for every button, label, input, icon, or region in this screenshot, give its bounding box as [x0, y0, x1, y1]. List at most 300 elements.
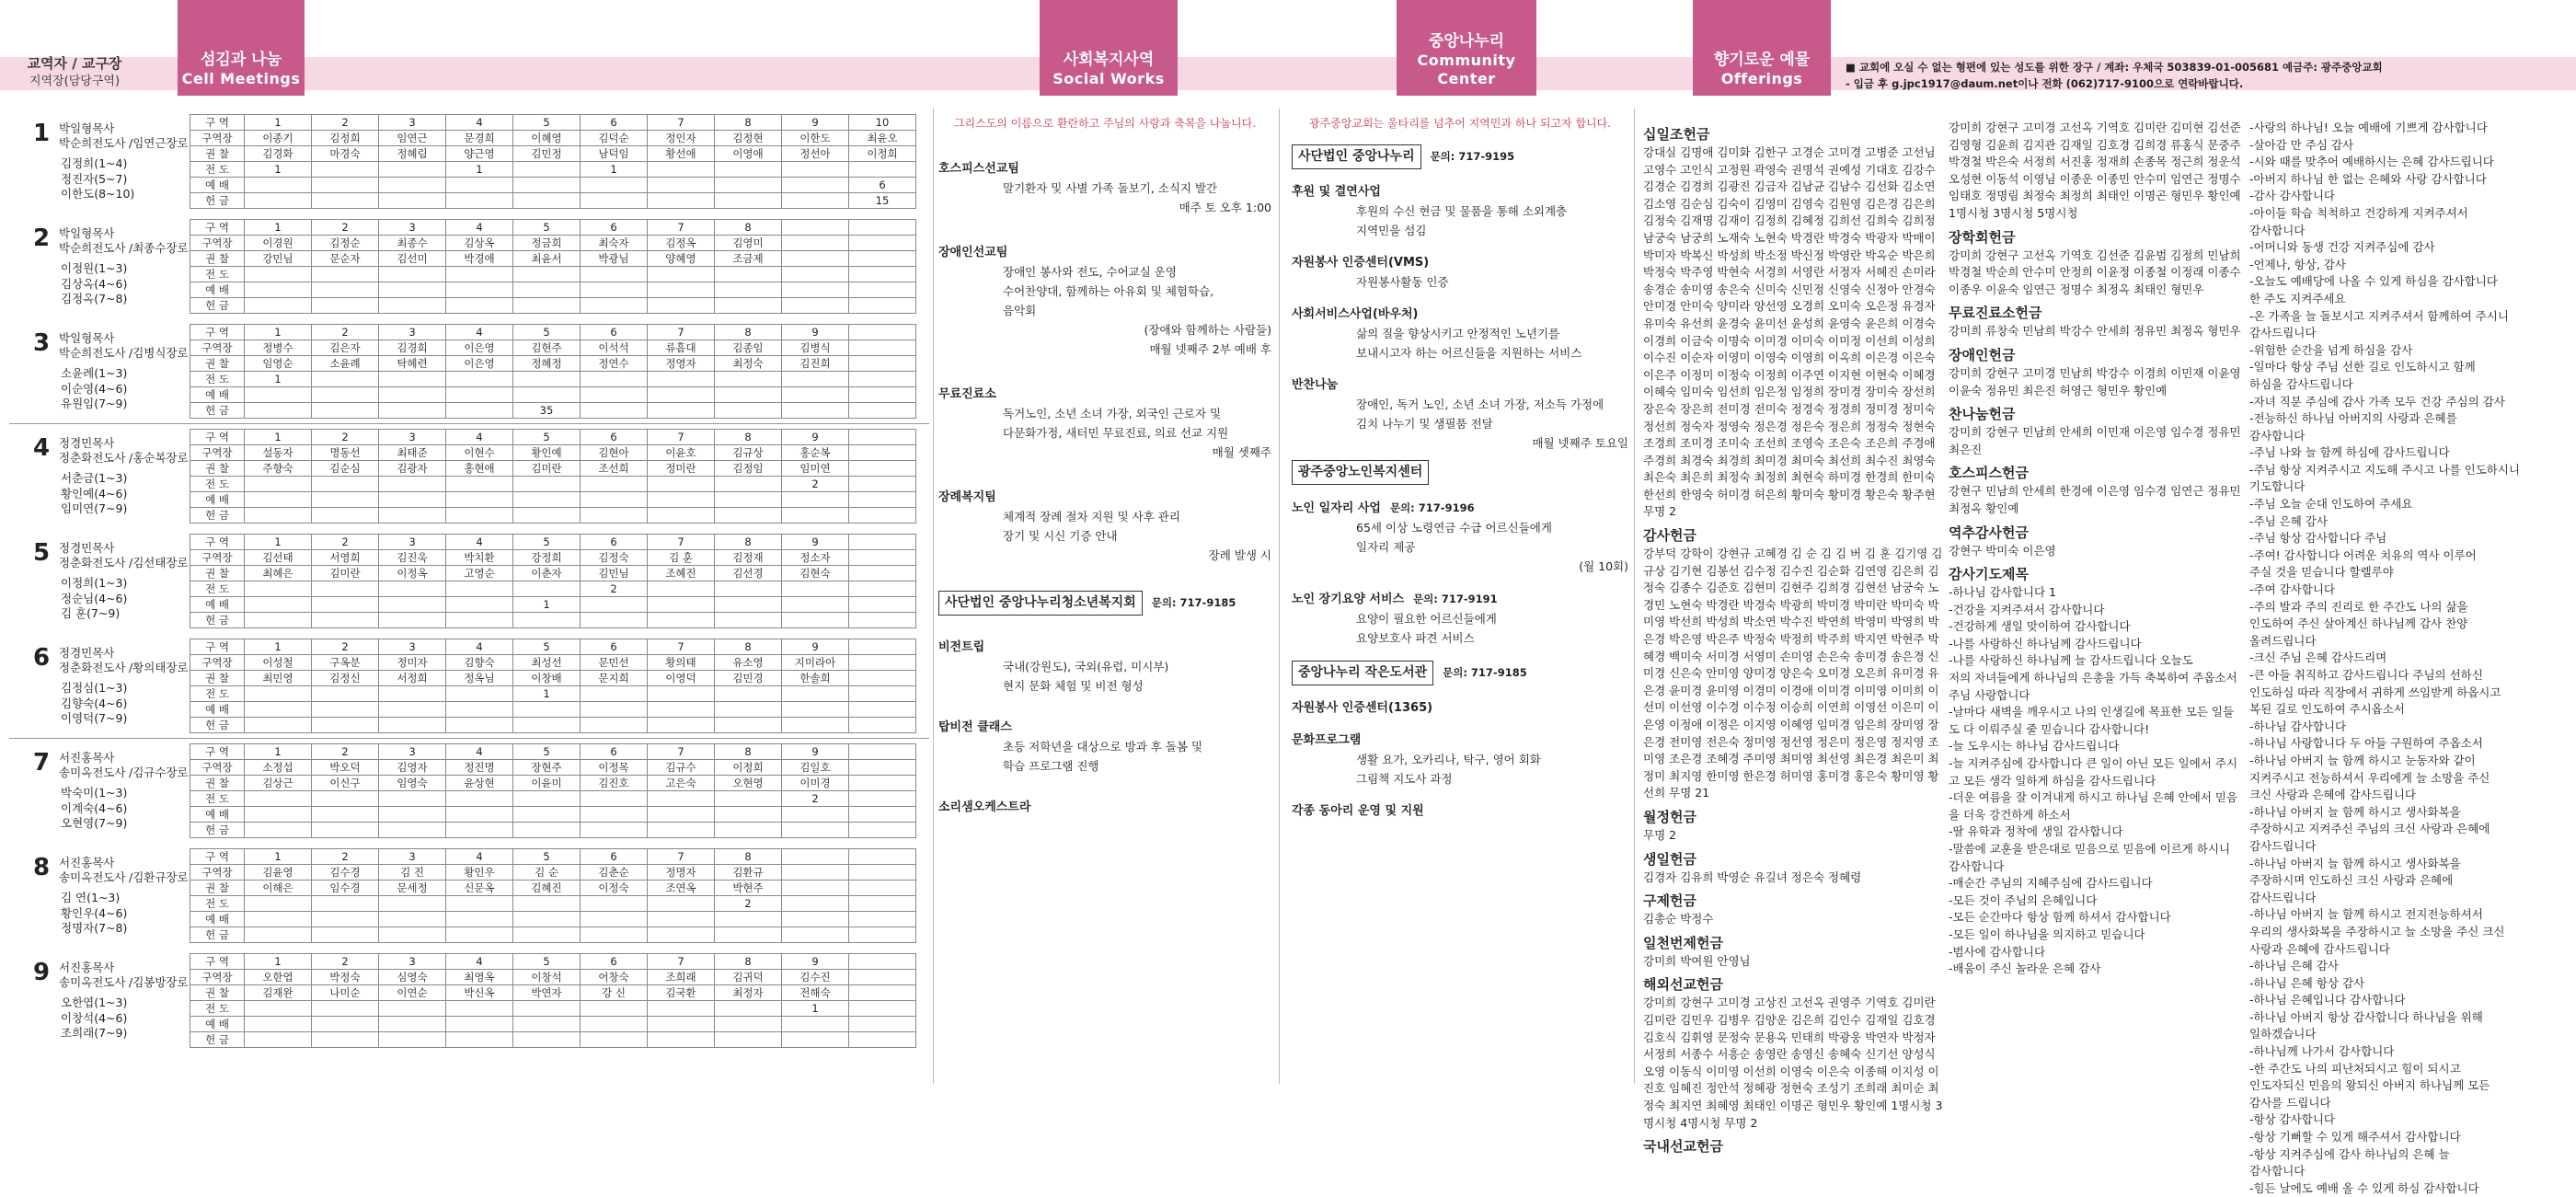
table-cell: 이연순	[379, 985, 446, 1001]
table-cell	[849, 445, 916, 461]
row-header: 구역장	[190, 865, 245, 880]
table-cell	[782, 508, 849, 524]
row-header: 권 찰	[190, 146, 245, 162]
section	[1292, 305, 1628, 363]
offering-names: 강현구 박미숙 이은영	[1949, 543, 2056, 558]
offering-title: 감사헌금	[1643, 527, 1696, 545]
table-cell	[715, 492, 782, 508]
section-phone: 문의: 717-9196	[1389, 501, 1475, 514]
table-cell	[379, 508, 446, 524]
table-cell	[715, 1032, 782, 1048]
column-number: 5	[513, 535, 581, 550]
table-cell: 김정신	[312, 671, 379, 686]
table-cell	[312, 597, 379, 613]
table-cell	[849, 550, 916, 566]
table-cell	[581, 178, 648, 193]
table-cell	[581, 282, 648, 298]
table-cell	[782, 912, 849, 927]
table-cell	[782, 880, 849, 896]
cell-group-leader: 이계숙(4~6)	[61, 800, 128, 815]
table-cell	[513, 823, 581, 838]
column-number: 6	[581, 954, 648, 970]
table-cell	[715, 282, 782, 298]
table-cell: 김민정	[513, 146, 581, 162]
column-number	[849, 954, 916, 970]
table-cell	[379, 372, 446, 387]
table-cell	[849, 387, 916, 403]
table-cell	[513, 162, 581, 178]
cell-group-leader: 정명자(7~8)	[61, 921, 128, 935]
column-number: 6	[581, 430, 648, 445]
row-header: 구 역	[190, 639, 245, 655]
table-cell	[379, 403, 446, 419]
column-number: 1	[245, 220, 312, 236]
table-cell	[379, 613, 446, 628]
table-cell: 김수경	[312, 865, 379, 880]
table-cell: 1	[782, 1001, 849, 1017]
cell-group-leader: 황인예(4~6)	[61, 486, 128, 501]
section	[1292, 801, 1628, 821]
table-cell	[715, 597, 782, 613]
section	[938, 385, 1271, 462]
table-cell	[782, 236, 849, 251]
table-cell: 박경애	[446, 251, 513, 267]
table-cell: 최정숙	[715, 356, 782, 372]
column-number: 7	[648, 325, 715, 340]
table-cell	[581, 791, 648, 807]
table-cell: 김재완	[245, 985, 312, 1001]
section-title: 자원봉사 인증센터(1365)	[1292, 701, 1433, 715]
tab-social-works-ko: 사회복지사역	[1063, 51, 1155, 69]
column-number: 1	[245, 430, 312, 445]
column-number: 1	[245, 744, 312, 760]
table-cell	[715, 193, 782, 209]
row-header: 구 역	[190, 849, 245, 865]
table-cell: 나미순	[312, 985, 379, 1001]
section-title: 각종 동아리 운영 및 지원	[1292, 804, 1424, 818]
table-cell: 김상옥	[446, 236, 513, 251]
table-cell	[245, 508, 312, 524]
column-number: 1	[245, 954, 312, 970]
column-number: 6	[581, 535, 648, 550]
table-cell	[446, 403, 513, 419]
table-cell	[648, 372, 715, 387]
cell-table	[190, 743, 916, 838]
table-cell	[782, 896, 849, 912]
table-cell: 소정섭	[245, 760, 312, 776]
offering-names: 강미희 강현구 민남희 안세희 이민재 이은영 임수경 정유민 최은진	[1949, 425, 2241, 456]
cell-table	[190, 953, 916, 1048]
table-cell	[715, 686, 782, 702]
table-cell	[379, 477, 446, 492]
table-cell	[379, 1001, 446, 1017]
table-cell	[312, 613, 379, 628]
table-cell	[312, 1001, 379, 1017]
table-cell	[782, 927, 849, 943]
table-cell: 조혜진	[648, 566, 715, 581]
offering-title: 무료진료소헌금	[1949, 305, 2042, 322]
cell-pastor: 박일형목사	[59, 121, 115, 135]
offering-names: 강미희 강현구 고미경 민남희 박강수 이경희 이민재 이윤영 이윤숙 정유민 최은진 허영근 형민우 황인예	[1949, 365, 2241, 397]
table-cell	[849, 1001, 916, 1017]
cell-elder: /김환규장로	[129, 870, 189, 884]
table-cell: 박연자	[513, 985, 581, 1001]
row-header: 전 도	[190, 372, 245, 387]
table-cell: 정금희	[513, 236, 581, 251]
community-intro: 광주중앙교회는 울타리를 넘추어 지역민과 하나 되고자 합니다.	[1308, 117, 1612, 130]
table-cell: 최숙자	[581, 236, 648, 251]
table-cell	[849, 823, 916, 838]
table-cell	[782, 267, 849, 282]
column-number: 2	[312, 954, 379, 970]
table-cell	[446, 823, 513, 838]
table-cell	[446, 686, 513, 702]
column-number: 4	[446, 744, 513, 760]
table-cell: 이미경	[782, 776, 849, 791]
table-cell	[312, 267, 379, 282]
table-cell	[782, 807, 849, 823]
table-cell: 박오덕	[312, 760, 379, 776]
table-cell	[379, 1032, 446, 1048]
cell-group-leader: 임미연(7~9)	[61, 501, 128, 515]
cell-block	[0, 953, 929, 1054]
table-cell	[715, 298, 782, 314]
cell-pastor: 박일형목사	[59, 226, 115, 240]
column-number: 3	[379, 535, 446, 550]
table-cell: 김혜진	[513, 880, 581, 896]
table-cell	[379, 267, 446, 282]
table-cell: 김경화	[245, 146, 312, 162]
cell-evangelist: 박순희전도사	[59, 241, 126, 255]
table-cell	[245, 193, 312, 209]
table-cell: 김은자	[312, 340, 379, 356]
table-cell	[782, 193, 849, 209]
table-cell: 김광자	[379, 461, 446, 477]
table-cell: 정혜정	[513, 356, 581, 372]
table-cell: 김선경	[715, 566, 782, 581]
table-cell: 황인우	[446, 865, 513, 880]
table-cell	[648, 1032, 715, 1048]
section-line: 수어찬양대, 함께하는 아유회 및 체험학습,	[1003, 284, 1214, 298]
offering-names: 강부덕 강학이 강현규 고혜경 김 순 김 김 버 김 훈 김기영 김규상 김기현 김봉선 김수정 김수진 김순화 김연영 김은희 김정숙 김종수 김준호 김현미 김현주 김희경 김현선 남궁숙 노경민 노현숙 박경란 박경숙 박광희 박미경 박미란 박미숙 박미영 박선희 박성희 박소연 박수진 박연희 박영미 박영희 박은경 박은영 박은주 박정숙 박정희 박주희 박지연 박현주 박혜경 백미숙 서미경 서영미 손미영 손은숙 송미경 송은경 신미경 신은숙 안미영 양미경 양은숙 오미경 오은희 유미경 유은경 윤미경 윤미영 이경미 이경애 이미경 이미영 이미희 이선미 이선영 이수경 이수정 이승희 이연희 이영선 이은미 이은영 이정애 이정은 이지영 이혜영 임미경 임은희 장미영 장은경 전미영 전은숙 정미영 정선영 정은미 정은영 정지영 조미영 조은경 조혜경 주미영 최미영 최선영 최은경 최은미 최정미 최지영 한미영 한은경 허미영 홍미경 홍은숙 황미영 황선희 무명 21	[1643, 547, 1943, 800]
table-cell	[446, 508, 513, 524]
section-title: 자원봉사 인증센터(VMS)	[1292, 256, 1430, 270]
column-number: 6	[581, 849, 648, 865]
table-cell	[782, 823, 849, 838]
table-cell: 이정희	[849, 146, 916, 162]
section-title: 노인 일자리 사업	[1292, 501, 1381, 515]
column-number: 4	[446, 849, 513, 865]
table-cell: 정미란	[648, 461, 715, 477]
section-schedule: 매월 셋째주	[1212, 445, 1271, 459]
table-cell	[648, 267, 715, 282]
table-cell	[648, 162, 715, 178]
org3-phone: 문의: 717-9185	[1443, 666, 1527, 679]
table-cell: 김윤영	[245, 865, 312, 880]
table-cell: 15	[849, 193, 916, 209]
cell-pastor: 박일형목사	[59, 331, 115, 345]
table-cell: 6	[849, 178, 916, 193]
section-line: 보내시고자 하는 어르신들을 지원하는 서비스	[1356, 346, 1582, 360]
org3-title: 중앙나누리 작은도서관	[1292, 661, 1433, 685]
table-cell	[715, 508, 782, 524]
column-number: 5	[513, 744, 581, 760]
table-cell	[513, 896, 581, 912]
social-intro: 그리스도의 이름으로 환란하고 주님의 사랑과 축복을 나눕니다.	[953, 117, 1257, 130]
row-header: 전 도	[190, 581, 245, 597]
table-cell: 이경원	[245, 236, 312, 251]
table-cell: 윤상현	[446, 776, 513, 791]
tab-community-center	[1397, 0, 1536, 96]
table-cell: 소윤례	[312, 356, 379, 372]
table-cell	[379, 492, 446, 508]
table-cell	[715, 1001, 782, 1017]
table-cell: 1	[581, 162, 648, 178]
table-cell	[513, 702, 581, 718]
table-cell	[849, 1017, 916, 1032]
table-cell: 이해은	[245, 880, 312, 896]
offering-title: 십일조헌금	[1643, 126, 1710, 143]
column-number: 9	[782, 325, 849, 340]
row-header: 전 도	[190, 1001, 245, 1017]
column-number: 8	[715, 744, 782, 760]
table-cell	[782, 492, 849, 508]
cell-evangelist: 박순희전도사	[59, 136, 126, 150]
table-cell	[648, 193, 715, 209]
table-cell: 2	[782, 791, 849, 807]
table-cell	[581, 492, 648, 508]
table-cell: 탁혜련	[379, 356, 446, 372]
table-cell	[715, 807, 782, 823]
section-schedule: 장례 발생 시	[1208, 548, 1271, 562]
section	[1292, 589, 1628, 648]
table-cell: 임미연	[782, 461, 849, 477]
row-header: 예 배	[190, 178, 245, 193]
column-number: 4	[446, 115, 513, 131]
table-cell	[513, 267, 581, 282]
table-cell	[648, 686, 715, 702]
offering-names: -하나님 감사합니다 1 -건강을 지켜주셔서 감사합니다 -건강하게 생일 맞이하여 감사합니다 -나를 사랑하신 하나님께 감사드립니다 -나를 사랑하신 하나님께 늘 감사드립니다 오늘도 저의 자녀들에게 하나님의 은총을 가득 축복하여 주옵소서 주님 사랑합니다 -날마다 새벽을 깨우시고 나의 인생길에 목표한 모든 일들도 다 이뤄주실 줄 믿습니다 감사합니다! -늘 도우시는 하나님 감사드립니다 -늘 지켜주심에 감사합니다 큰 일이 아닌 모든 일에서 주시고 모든 생각 일하게 하심을 감사드립니다 -더운 여름을 잘 이겨내게 하시고 하나님 은혜 안에서 믿음을 더욱 강건하게 하소서 -딸 유학과 정착에 생일 감사합니다 -말씀에 교훈을 받은대로 믿음으로 믿음에 이르게 하시니 감사합니다 -매순간 주님의 지혜주심에 감사드립니다 -모든 것이 주님의 은혜입니다 -모든 순간마다 항상 함께 하셔서 감사합니다 -모든 일이 하나님을 의지하고 믿습니다 -범사에 감사합니다 -배움이 주신 놀라운 은혜 감사	[1949, 585, 2238, 976]
table-cell	[379, 298, 446, 314]
row-header: 전 도	[190, 896, 245, 912]
table-cell	[446, 896, 513, 912]
table-cell	[513, 477, 581, 492]
table-cell	[849, 461, 916, 477]
table-cell: 한솔희	[782, 671, 849, 686]
table-cell: 김미란	[312, 566, 379, 581]
table-cell	[379, 193, 446, 209]
section-title: 사회서비스사업(바우처)	[1292, 307, 1419, 321]
table-cell: 강 신	[581, 985, 648, 1001]
table-cell: 홍순복	[782, 445, 849, 461]
cell-group-leader: 박숙미(1~3)	[61, 786, 128, 800]
table-cell	[715, 912, 782, 927]
table-cell: 최종수	[379, 236, 446, 251]
table-cell	[782, 597, 849, 613]
cell-elder: /김선태장로	[129, 556, 189, 570]
table-cell	[849, 896, 916, 912]
table-cell	[715, 613, 782, 628]
table-cell	[782, 178, 849, 193]
table-cell	[245, 718, 312, 733]
table-cell: 이신구	[312, 776, 379, 791]
table-cell	[513, 807, 581, 823]
table-cell	[446, 387, 513, 403]
cell-evangelist: 송미옥전도사	[59, 765, 126, 779]
row-header: 구 역	[190, 115, 245, 131]
section-schedule: 매월 넷째주 2부 예배 후	[1149, 342, 1271, 356]
cell-group-leader: 김정옥(7~8)	[61, 292, 128, 305]
table-cell	[581, 597, 648, 613]
table-cell: 정연수	[581, 356, 648, 372]
org2-title: 광주중앙노인복지센터	[1292, 460, 1429, 485]
offering-names: 강미희 류창숙 민남희 박강수 안세희 정유민 최정옥 형민우	[1949, 324, 2241, 339]
table-cell: 고영순	[446, 566, 513, 581]
offering-names: 강대실 김명애 김미화 김한구 고경순 고미경 고병준 고선님 고영수 고인식 고정원 곽영숙 권명석 권예성 기대호 김강수 김경순 김경희 김광진 김금자 김남균 김남수 김선화 김소연 김소영 김순심 김숙이 김영미 김영숙 김원영 김은경 김은희 김정숙 김재명 김재이 김정희 김혜정 김희선 김희숙 김희정 남궁숙 남궁희 노재숙 노현숙 박경란 박경숙 박광자 박매이 박미자 박복신 박성희 박소정 박신정 박영란 박옥순 박은희 박정숙 박주영 박현숙 서경희 서영란 서정자 서혜진 손미라 송경순 송미영 송은숙 신미숙 신민정 신영숙 신정아 안경숙 안미경 안미숙 양미라 양선영 오경희 오미숙 오은정 유경자 유미숙 유선희 윤경숙 윤미선 윤성희 윤영숙 윤은희 이경숙 이경희 이금숙 이명숙 이미경 이미숙 이미정 이선희 이성희 이수진 이순자 이영미 이영숙 이영희 이옥희 이은경 이은숙 이은주 이정미 이정숙 이정희 이주연 이지현 이현숙 이혜경 이혜숙 임미숙 임선희 임은정 임정희 장미경 장미숙 장선희 장은숙 장은희 전미경 전미숙 정경숙 정경희 정미경 정미숙 정선희 정숙자 정영숙 정은경 정은숙 정은희 정정숙 정현숙 조경희 조미경 조미숙 조선희 조영숙 조은숙 조은희 주경애 주경희 최경숙 최경희 최미경 최미숙 최선희 최수진 최영숙 최은숙 최은희 최정숙 최정희 최현숙 하미경 한경희 한미숙 한선희 한영숙 허미경 허은희 황미숙 황미경 황은숙 황주현 무명 2	[1643, 145, 1936, 519]
section-line: 65세 이상 노령연금 수급 어르신들에게	[1356, 521, 1552, 535]
tab-offerings	[1693, 0, 1831, 96]
section-line: 국내(강원도), 국외(유럽, 미시부)	[1003, 660, 1169, 673]
section-schedule: (장애와 함께하는 사람들)	[1144, 323, 1271, 337]
table-cell	[581, 372, 648, 387]
table-cell	[312, 282, 379, 298]
table-cell: 설동자	[245, 445, 312, 461]
row-header: 전 도	[190, 267, 245, 282]
table-cell	[446, 581, 513, 597]
row-header: 예 배	[190, 807, 245, 823]
table-cell	[513, 178, 581, 193]
table-cell: 강민님	[245, 251, 312, 267]
table-cell	[513, 298, 581, 314]
table-cell: 박정숙	[312, 970, 379, 985]
row-header: 구 역	[190, 535, 245, 550]
table-cell: 서정희	[379, 671, 446, 686]
table-cell: 정선아	[782, 146, 849, 162]
cell-group-leader: 이정원(1~3)	[61, 261, 128, 275]
row-header: 권 찰	[190, 356, 245, 372]
table-cell	[446, 912, 513, 927]
column-number: 7	[648, 639, 715, 655]
cell-evangelist: 정춘화전도사	[59, 661, 126, 674]
table-cell: 김규수	[648, 760, 715, 776]
table-cell	[581, 807, 648, 823]
section-divider	[9, 423, 929, 424]
tab-social-works	[1040, 0, 1178, 96]
row-header: 헌 금	[190, 193, 245, 209]
table-cell	[513, 508, 581, 524]
section-title: 호스피스선교팀	[938, 162, 1019, 176]
table-cell	[245, 686, 312, 702]
section	[1292, 253, 1628, 292]
table-cell	[715, 1017, 782, 1032]
table-cell: 최영옥	[446, 970, 513, 985]
section-title: 노인 장기요양 서비스	[1292, 593, 1405, 606]
table-cell	[849, 927, 916, 943]
table-cell: 이창배	[513, 671, 581, 686]
table-cell	[379, 686, 446, 702]
column-number: 8	[715, 430, 782, 445]
table-cell: 이윤호	[648, 445, 715, 461]
table-cell: 김선태	[245, 550, 312, 566]
table-cell: 김순심	[312, 461, 379, 477]
table-cell	[849, 267, 916, 282]
table-cell	[715, 702, 782, 718]
table-cell	[312, 686, 379, 702]
section-line: 후원의 수신 현금 및 물품을 통해 소외계층	[1356, 204, 1568, 218]
table-cell	[849, 702, 916, 718]
column-number	[849, 639, 916, 655]
table-cell: 김진희	[782, 356, 849, 372]
table-cell: 조선희	[581, 461, 648, 477]
column-number: 8	[715, 220, 782, 236]
table-cell	[513, 912, 581, 927]
table-cell	[513, 927, 581, 943]
table-cell	[379, 927, 446, 943]
section-phone: 문의: 717-9191	[1413, 593, 1498, 605]
table-cell: 오현영	[715, 776, 782, 791]
table-cell	[245, 702, 312, 718]
table-cell	[245, 1017, 312, 1032]
table-cell	[648, 791, 715, 807]
table-cell	[648, 403, 715, 419]
section-line: 장애인 봉사와 전도, 수어교실 운영	[1003, 265, 1177, 279]
section-line: 음악회	[1003, 304, 1037, 317]
table-cell	[513, 492, 581, 508]
table-cell: 어창숙	[581, 970, 648, 985]
cell-block	[0, 534, 929, 635]
column-number: 6	[581, 325, 648, 340]
table-cell	[312, 387, 379, 403]
table-cell	[379, 823, 446, 838]
table-cell	[245, 1032, 312, 1048]
table-cell: 김귀덕	[715, 970, 782, 985]
table-cell	[446, 492, 513, 508]
table-cell: 35	[513, 403, 581, 419]
column-number: 4	[446, 325, 513, 340]
column-number: 6	[581, 639, 648, 655]
table-cell: 문순자	[312, 251, 379, 267]
section-title: 장애인선교팀	[938, 246, 1008, 259]
column-number	[849, 849, 916, 865]
offerings-column-3: -사랑의 하나님! 오늘 예배에 기쁘게 감사합니다 -살아감 만 주심 감사 -시와 때를 맞추어 예배하시는 은혜 감사드립니다 -아버지 하나님 한 없는 은혜와 사랑 감사합니다 -감사 감사합니다 -아이들 학습 척척하고 건강하게 지켜주셔서 감사합니다 -어머니와 동생 건강 지켜주심에 감사 -언제나, 항상, 감사 -오늘도 예배당에 나올 수 있게 하심을 감사합니다 한 주도 지켜주세요 -온 가족을 늘 돌보시고 지켜주셔서 함께하여 주시니 감사드립니다 -위험한 순간을 넘게 하심을 감사 -일마다 항상 주님 선한 길로 인도하시고 함께 하심을 감사드립니다 -자녀 직분 주심에 감사 가족 모두 건강 주심의 감사 -전능하신 하나님 아버지의 사랑과 은혜를 감사합니다 -주님 나와 늘 함께 하심에 감사드립니다 -주님 항상 지켜주시고 지도해 주시고 나를 인도하시니 기도합니다 -주님 오늘 순대 인도하여 주세요 -주님 은혜 감사 -주님 항상 감사합니다 주님 -주여! 감사합니다 어려운 치유의 역사 이루어 주실 것을 믿습니다 할렐루야 -주여 감사합니다 -주의 발과 주의 진리로 한 주간도 나의 삶을 인도하여 주신 살아계신 하나님께 감사 찬양 올려드립니다 -크신 주님 은혜 감사드리며 -큰 아들 취직하고 감사드립니다 주님의 선하신 인도하심 따라 직장에서 귀하게 쓰임받게 하옵시고 복된 길로 인도하여 주시옵소서 -하나님 감사합니다 -하나님 사랑합니다 두 아들 구원하여 주옵소서 -하나님 아버지 늘 함께 하시고 눈동자와 같이 지켜주시고 전능하셔서 우리에게 늘 소망을 주신 크신 사랑과 은혜에 감사드립니다 -하나님 아버지 늘 함께 하시고 생사화복을 주장하시고 지켜주신 주님의 크신 사랑과 은혜에 감사드립니다 -하나님 아버지 늘 함께 하시고 생사화복을 주장하시며 인도하신 크신 사랑과 은혜에 감사드립니다 -하나님 아버지 늘 함께 하시고 전지전능하셔서 우리의 생사화복을 주장하시고 늘 소망을 주신 크신 사랑과 은혜에 감사드립니다 -하나님 은혜 감사 -하나님 은혜 항상 감사 -하나님 은혜입니다 감사합니다 -하나님 아버지 항상 감사합니다 하나님을 위해 일하겠습니다 -하나님께 나가서 감사합니다 -한 주간도 나의 피난처되시고 힘이 되시고 인도자되신 민음의 왕되신 아버지 하나님께 모든 감사를 드립니다 -항상 감사합니다 -항상 기뻐할 수 있게 해주셔서 감사합니다 -항상 지켜주심에 감사 하나님의 은혜 늘 감사합니다 -힘든 날에도 예배 올 수 있게 하심 감사합니다	[2249, 121, 2521, 1195]
cell-number: 1	[33, 120, 51, 147]
table-cell	[581, 267, 648, 282]
cell-pastor: 정경민목사	[59, 436, 115, 450]
cell-evangelist: 정춘화전도사	[59, 556, 126, 570]
cell-group-leader: 김 훈(7~9)	[61, 606, 121, 620]
offering-account-note	[1846, 59, 2572, 92]
table-cell: 김환규	[715, 865, 782, 880]
table-cell: 박치환	[446, 550, 513, 566]
cell-group-leader: 황인우(4~6)	[61, 905, 128, 920]
table-cell	[379, 1017, 446, 1032]
table-cell: 이현수	[446, 445, 513, 461]
table-cell: 최윤서	[513, 251, 581, 267]
table-cell	[782, 702, 849, 718]
table-cell: 정혜림	[379, 146, 446, 162]
cell-group-leader: 오한엽(1~3)	[61, 996, 128, 1009]
table-cell	[581, 1001, 648, 1017]
column-number: 7	[648, 220, 715, 236]
table-cell	[715, 178, 782, 193]
row-header: 권 찰	[190, 880, 245, 896]
table-cell	[513, 282, 581, 298]
table-cell	[782, 1017, 849, 1032]
column-number: 5	[513, 115, 581, 131]
column-number: 1	[245, 849, 312, 865]
section-line: 그림책 지도사 과정	[1356, 772, 1453, 786]
cell-table	[190, 534, 916, 628]
